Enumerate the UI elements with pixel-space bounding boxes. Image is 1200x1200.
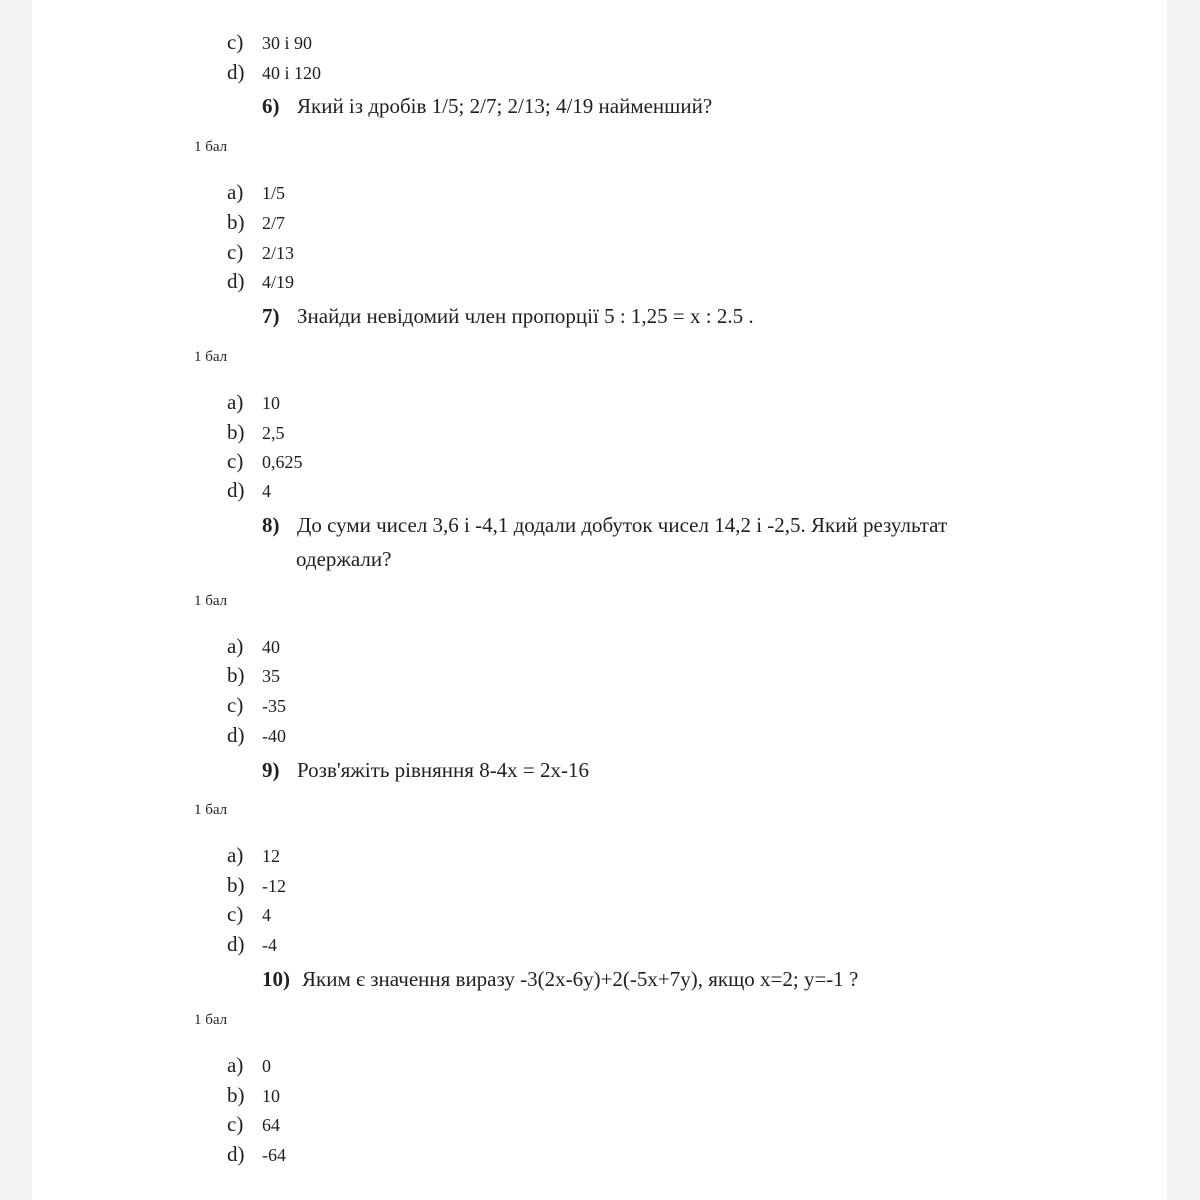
option-text: 4: [262, 481, 271, 501]
option-letter: a): [227, 180, 244, 204]
option-q6-d[interactable]: [227, 266, 294, 296]
question-8: [262, 508, 947, 542]
option-letter: a): [227, 634, 244, 658]
option-q8-c[interactable]: [227, 690, 286, 720]
option-letter: d): [227, 269, 245, 293]
question-6: [262, 89, 712, 123]
option-text: 30 і 90: [262, 33, 313, 53]
option-q5-d[interactable]: [227, 57, 321, 87]
option-q9-b[interactable]: [227, 870, 286, 900]
option-q9-a[interactable]: [227, 840, 280, 870]
question-text: Розв'яжіть рівняння 8-4х = 2х-16: [297, 758, 590, 782]
question-9: [262, 753, 589, 787]
option-q8-b[interactable]: [227, 660, 280, 690]
option-q8-a[interactable]: [227, 631, 280, 661]
points-label: 1 бал: [194, 349, 228, 365]
option-text: 0,625: [262, 452, 303, 472]
option-letter: d): [227, 723, 245, 747]
option-text: 4: [262, 905, 271, 925]
question-number: 10): [262, 967, 290, 991]
option-text: 2/7: [262, 213, 286, 233]
question-number: 9): [262, 758, 280, 782]
option-q10-d[interactable]: [227, 1139, 286, 1169]
option-q5-c[interactable]: [227, 27, 312, 57]
option-q7-c[interactable]: [227, 446, 303, 476]
option-letter: a): [227, 843, 244, 867]
option-q7-b[interactable]: [227, 417, 285, 447]
option-letter: b): [227, 210, 245, 234]
option-q7-a[interactable]: [227, 387, 280, 417]
points-label: 1 бал: [194, 1012, 228, 1028]
option-q10-a[interactable]: [227, 1050, 271, 1080]
option-text: 40 і 120: [262, 63, 322, 83]
question-number: 6): [262, 94, 280, 118]
question-number: 8): [262, 513, 280, 537]
option-q8-d[interactable]: [227, 720, 286, 750]
option-letter: d): [227, 60, 245, 84]
option-letter: a): [227, 1053, 244, 1077]
option-text: 2/13: [262, 243, 295, 263]
points-label: 1 бал: [194, 593, 228, 609]
option-text: -35: [262, 696, 286, 716]
option-letter: d): [227, 1142, 245, 1166]
option-text: -4: [262, 935, 277, 955]
option-text: 2,5: [262, 423, 285, 443]
option-letter: b): [227, 663, 245, 687]
option-letter: c): [227, 30, 244, 54]
option-text: -12: [262, 876, 286, 896]
option-text: -40: [262, 726, 286, 746]
option-text: 0: [262, 1056, 271, 1076]
option-letter: c): [227, 1112, 244, 1136]
points-label: 1 бал: [194, 802, 228, 818]
option-q7-d[interactable]: [227, 475, 271, 505]
question-text: Який із дробів 1/5; 2/7; 2/13; 4/19 найменший?: [297, 94, 713, 118]
option-letter: c): [227, 240, 244, 264]
option-text: 64: [262, 1115, 280, 1135]
question-text-line1: До суми чисел 3,6 і -4,1 додали добуток чисел 14,2 і -2,5. Який результат: [297, 513, 948, 537]
option-q9-c[interactable]: [227, 899, 271, 929]
option-text: 12: [262, 846, 280, 866]
points-label: 1 бал: [194, 139, 228, 155]
question-text: Знайди невідомий член пропорції 5 : 1,25 = х : 2.5 .: [297, 304, 754, 328]
question-7: [262, 299, 754, 333]
option-q10-b[interactable]: [227, 1080, 280, 1110]
option-letter: c): [227, 449, 244, 473]
option-letter: d): [227, 478, 245, 502]
option-letter: b): [227, 873, 245, 897]
option-text: 35: [262, 666, 280, 686]
option-text: 1/5: [262, 183, 286, 203]
question-text-line2: одержали?: [296, 547, 392, 571]
option-text: 10: [262, 1086, 280, 1106]
option-q10-c[interactable]: [227, 1109, 280, 1139]
option-letter: a): [227, 390, 244, 414]
option-text: 10: [262, 393, 280, 413]
option-q6-b[interactable]: [227, 207, 285, 237]
option-text: -64: [262, 1145, 286, 1165]
option-letter: d): [227, 932, 245, 956]
question-text: Яким є значення виразу -3(2х-6у)+2(-5х+7у), якщо х=2; у=-1 ?: [302, 967, 859, 991]
option-text: 4/19: [262, 272, 295, 292]
question-number: 7): [262, 304, 280, 328]
option-q9-d[interactable]: [227, 929, 277, 959]
option-q6-a[interactable]: [227, 177, 285, 207]
option-letter: b): [227, 420, 245, 444]
option-letter: c): [227, 902, 244, 926]
question-10: [262, 962, 858, 996]
option-q6-c[interactable]: [227, 237, 294, 267]
option-letter: c): [227, 693, 244, 717]
option-letter: b): [227, 1083, 245, 1107]
option-text: 40: [262, 637, 280, 657]
